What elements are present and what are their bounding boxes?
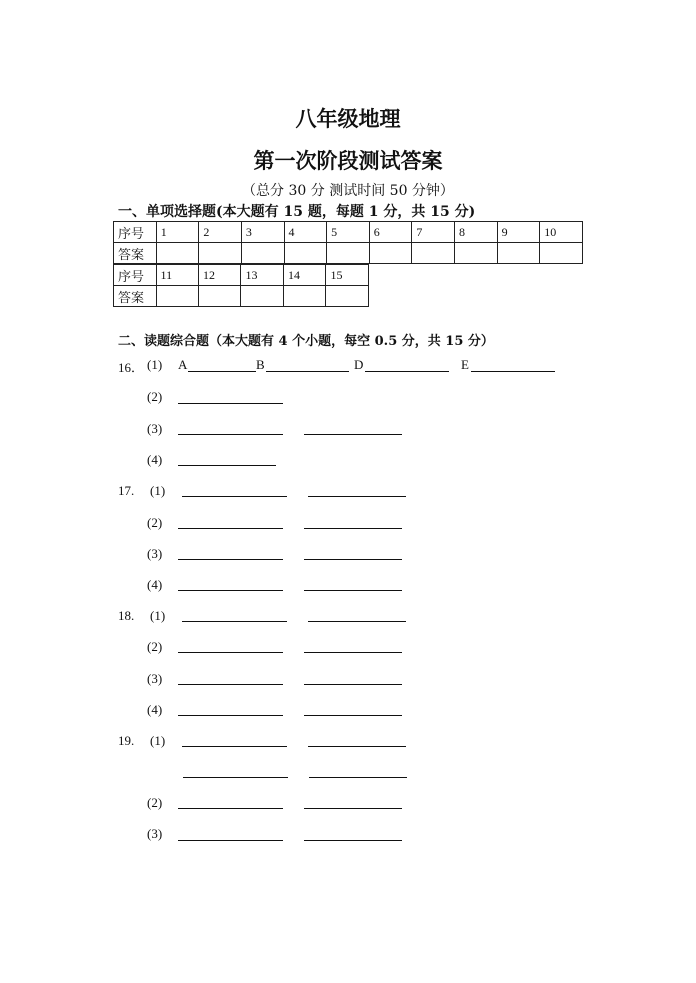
table-row (114, 222, 583, 243)
question-number: 12 (199, 265, 241, 286)
q17-part4-blank1[interactable] (178, 590, 283, 591)
q19-part1-blank4[interactable] (309, 777, 407, 778)
answer-table-row2 (113, 264, 369, 307)
answer-cell[interactable] (326, 286, 369, 307)
question-number: 10 (540, 222, 583, 243)
question-number: 5 (327, 222, 370, 243)
page-subtitle: 第一次阶段测试答案 (253, 148, 443, 173)
answer-cell[interactable] (241, 286, 283, 307)
q17-part2-blank2[interactable] (304, 528, 402, 529)
question-17-number: 17. (118, 483, 135, 498)
row-label-number: 序号 (114, 222, 157, 243)
q17-part2-blank1[interactable] (178, 528, 283, 529)
q16-part3-blank1[interactable] (178, 434, 283, 435)
q18-part4-blank2[interactable] (304, 715, 402, 716)
q17-part1-blank2[interactable] (308, 496, 406, 497)
q16-blank-b[interactable] (266, 371, 349, 372)
page-title: 八年级地理 (295, 106, 401, 131)
q16-label-e: E (461, 357, 469, 372)
question-number: 15 (326, 265, 369, 286)
table-row (114, 286, 369, 307)
question-number: 14 (283, 265, 325, 286)
q17-part1-blank1[interactable] (182, 496, 287, 497)
q17-part1-label: (1) (150, 483, 166, 498)
table-row (114, 243, 583, 264)
question-number: 9 (497, 222, 540, 243)
q17-part3-blank2[interactable] (304, 559, 402, 560)
question-number: 6 (369, 222, 412, 243)
row-label-answer: 答案 (114, 286, 157, 307)
q17-part2-label: (2) (147, 515, 163, 530)
answer-cell[interactable] (156, 286, 198, 307)
answer-cell[interactable] (327, 243, 370, 264)
q19-part1-label: (1) (150, 733, 166, 748)
question-number: 4 (284, 222, 327, 243)
answer-cell[interactable] (540, 243, 583, 264)
q16-part3-blank2[interactable] (304, 434, 402, 435)
answer-cell[interactable] (241, 243, 284, 264)
answer-cell[interactable] (156, 243, 199, 264)
answer-cell[interactable] (497, 243, 540, 264)
question-number: 2 (199, 222, 242, 243)
q16-part1-label: (1) (147, 357, 163, 372)
question-number: 11 (156, 265, 198, 286)
question-number: 3 (241, 222, 284, 243)
q17-part4-blank2[interactable] (304, 590, 402, 591)
q19-part2-label: (2) (147, 795, 163, 810)
q16-label-b: B (256, 357, 265, 372)
answer-cell[interactable] (369, 243, 412, 264)
q19-part2-blank1[interactable] (178, 808, 283, 809)
q17-part3-label: (3) (147, 546, 163, 561)
q19-part3-label: (3) (147, 826, 163, 841)
answer-cell[interactable] (283, 286, 325, 307)
q16-blank-e[interactable] (471, 371, 555, 372)
q18-part2-blank1[interactable] (178, 652, 283, 653)
q18-part4-label: (4) (147, 702, 163, 717)
q16-part4-blank[interactable] (178, 465, 276, 466)
question-number: 8 (454, 222, 497, 243)
q16-blank-a[interactable] (188, 371, 256, 372)
exam-info: （总分 30 分 测试时间 50 分钟） (242, 183, 454, 199)
q16-label-a: A (178, 357, 188, 372)
q18-part2-blank2[interactable] (304, 652, 402, 653)
q17-part4-label: (4) (147, 577, 163, 592)
question-16-number: 16． (118, 360, 145, 375)
answer-cell[interactable] (199, 243, 242, 264)
question-19-number: 19. (118, 733, 135, 748)
q19-part1-blank3[interactable] (183, 777, 288, 778)
q19-part1-blank1[interactable] (182, 746, 287, 747)
table-row (114, 265, 369, 286)
q19-part2-blank2[interactable] (304, 808, 402, 809)
q16-part4-label: (4) (147, 452, 163, 467)
row-label-number: 序号 (114, 265, 157, 286)
q18-part3-label: (3) (147, 671, 163, 686)
q18-part1-blank1[interactable] (182, 621, 287, 622)
q19-part3-blank2[interactable] (304, 840, 402, 841)
answer-table-row1 (113, 221, 583, 264)
q18-part1-blank2[interactable] (308, 621, 406, 622)
q18-part2-label: (2) (147, 639, 163, 654)
question-number: 1 (156, 222, 199, 243)
section1-heading: 一、单项选择题(本大题有 15 题，每题 1 分，共 15 分) (118, 204, 476, 220)
q16-part3-label: (3) (147, 421, 163, 436)
q18-part4-blank1[interactable] (178, 715, 283, 716)
question-18-number: 18. (118, 608, 135, 623)
q16-part2-blank[interactable] (178, 403, 283, 404)
q18-part1-label: (1) (150, 608, 166, 623)
q16-blank-d[interactable] (365, 371, 449, 372)
answer-cell[interactable] (284, 243, 327, 264)
question-number: 7 (412, 222, 455, 243)
q16-label-d: D (354, 357, 364, 372)
answer-cell[interactable] (412, 243, 455, 264)
q17-part3-blank1[interactable] (178, 559, 283, 560)
q18-part3-blank2[interactable] (304, 684, 402, 685)
q19-part3-blank1[interactable] (178, 840, 283, 841)
row-label-answer: 答案 (114, 243, 157, 264)
question-number: 13 (241, 265, 283, 286)
answer-cell[interactable] (454, 243, 497, 264)
q19-part1-blank2[interactable] (308, 746, 406, 747)
q16-part2-label: (2) (147, 389, 163, 404)
q18-part3-blank1[interactable] (178, 684, 283, 685)
section2-heading: 二、读题综合题（本大题有 4 个小题，每空 0.5 分，共 15 分） (118, 334, 494, 349)
answer-cell[interactable] (199, 286, 241, 307)
